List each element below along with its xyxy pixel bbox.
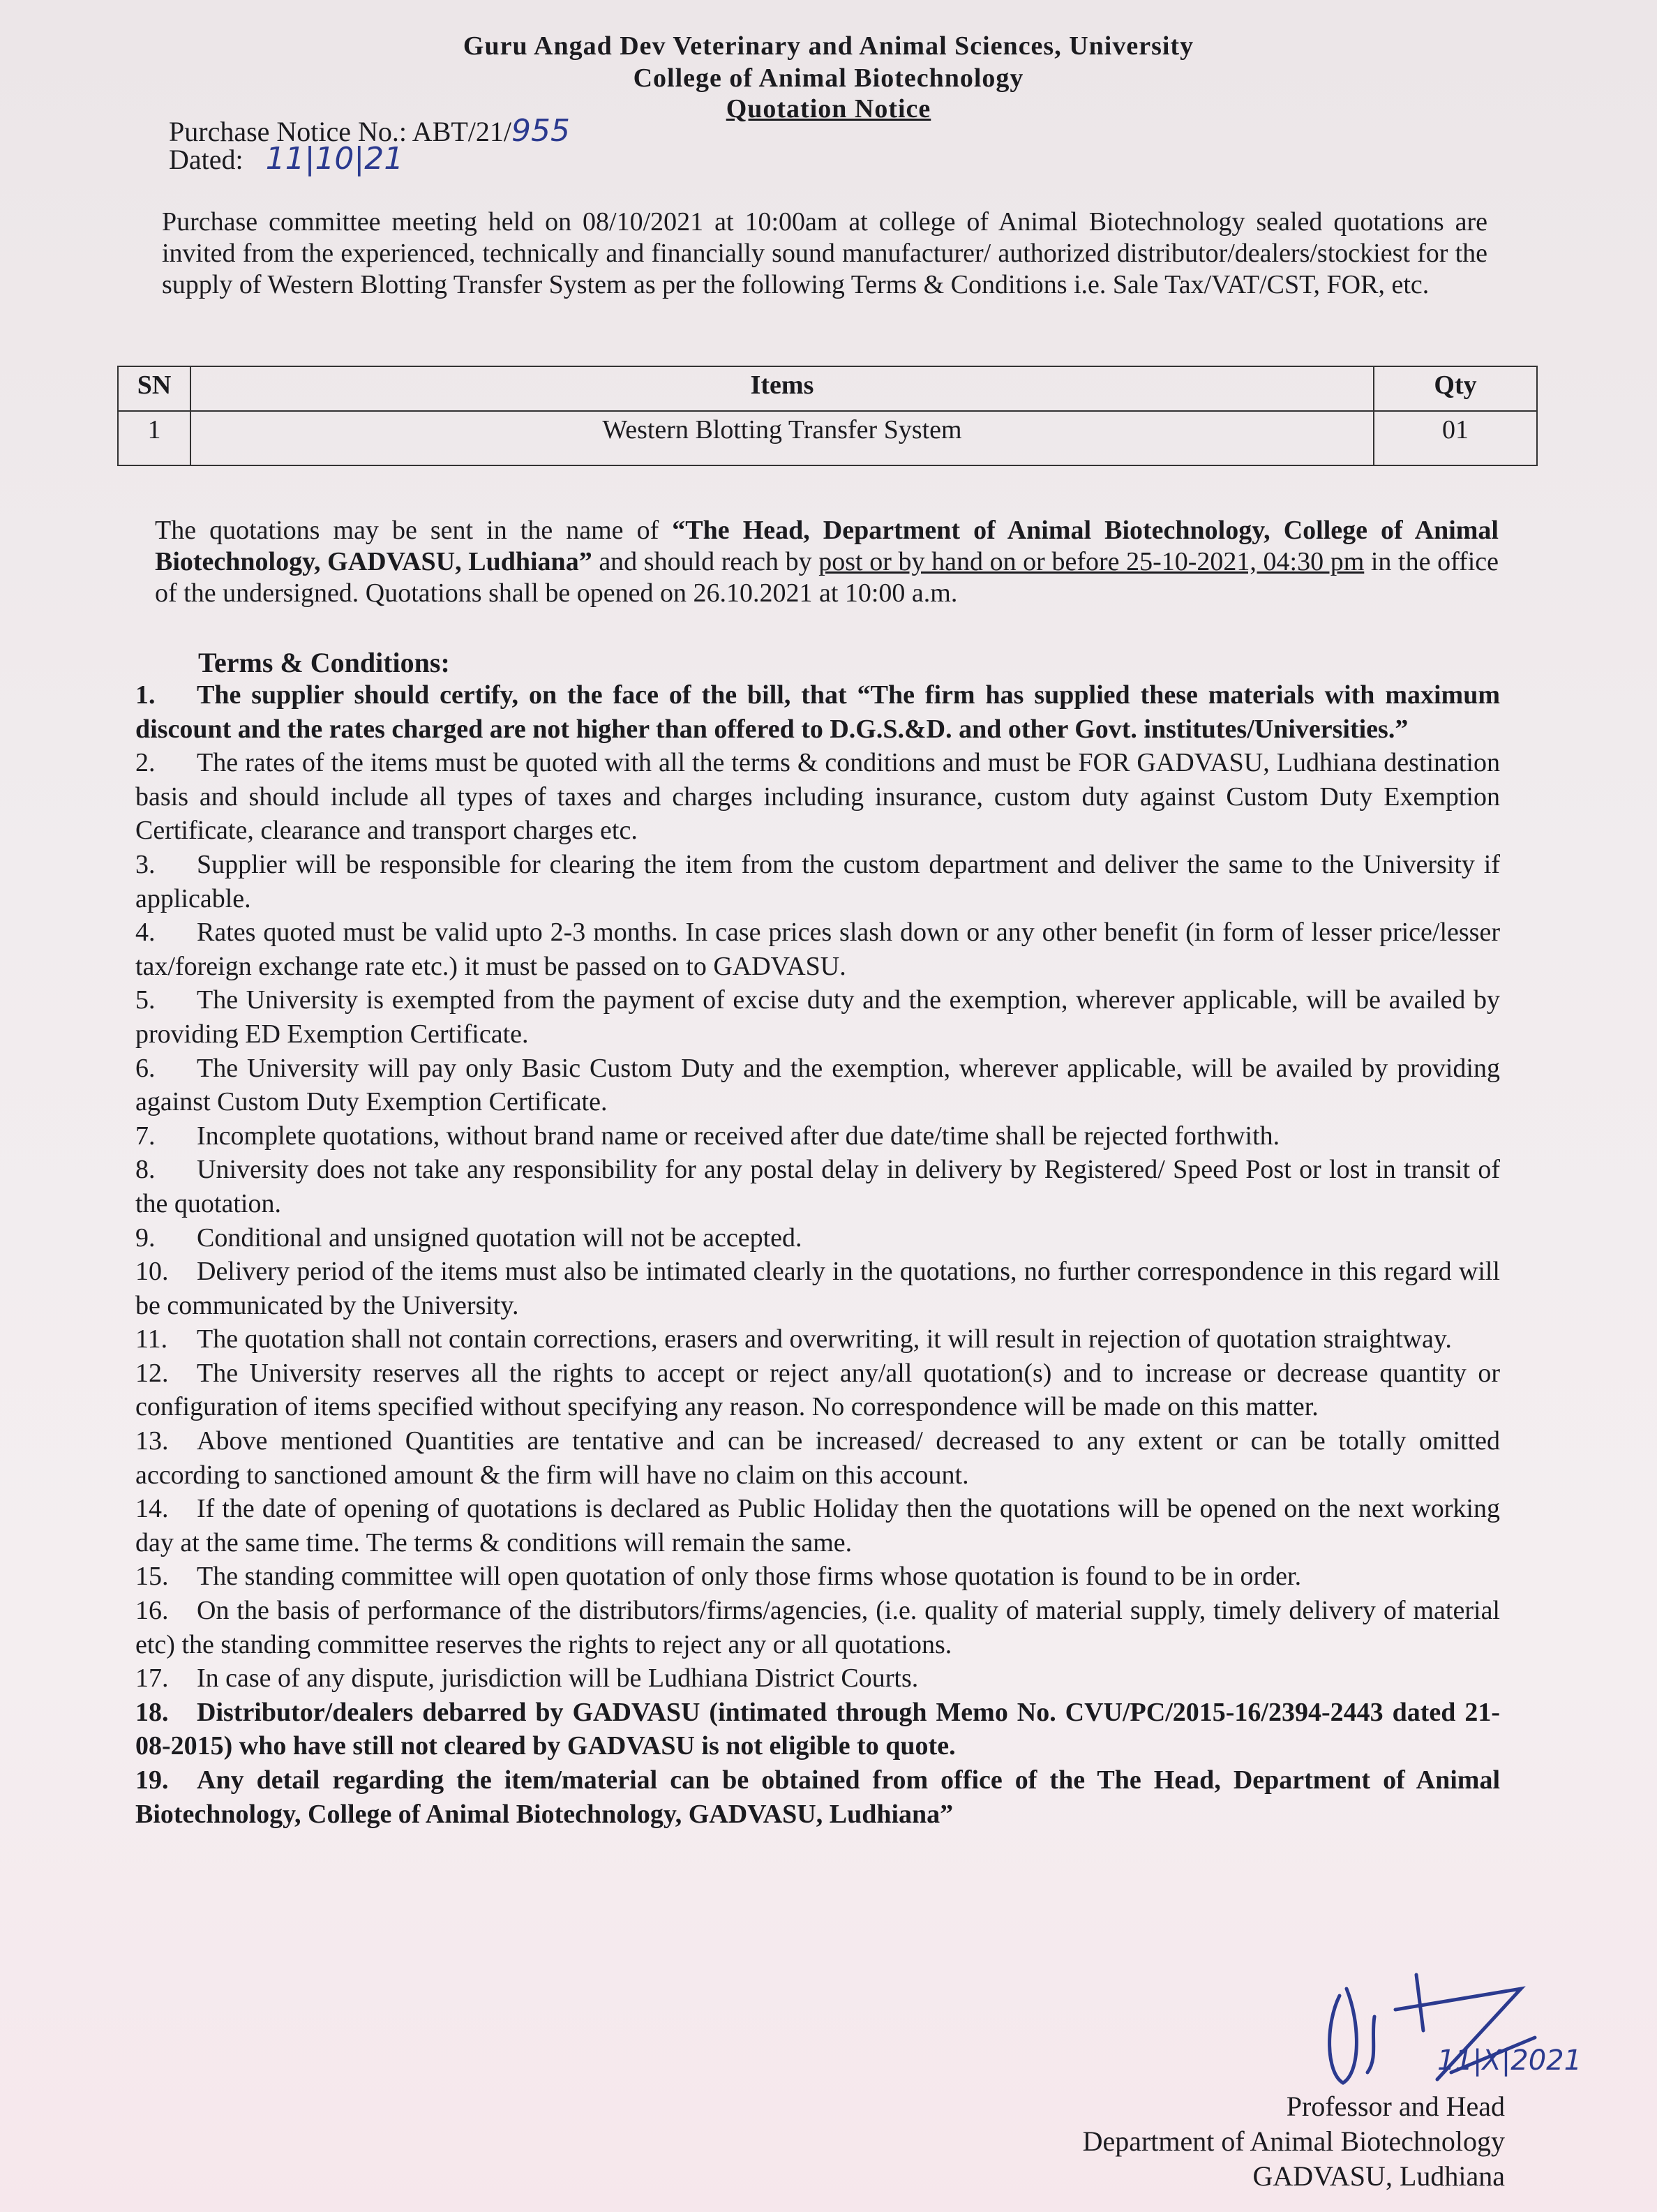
- items-table: [117, 366, 1538, 466]
- table-header-row: [118, 366, 1537, 411]
- term-item: [135, 1661, 1500, 1696]
- term-number: 7.: [135, 1121, 156, 1151]
- term-number: 3.: [135, 849, 156, 879]
- signatory-institution: GADVASU, Ludhiana: [1252, 2160, 1505, 2192]
- terms-list: [135, 678, 1500, 1831]
- term-text: Any detail regarding the item/material can be obtained from office of the The Head, Department of Animal Biotechnology, College of Animal Biotechnology, GADVASU, Ludhiana”: [135, 1765, 1500, 1829]
- term-number: 17.: [135, 1664, 169, 1694]
- term-number: 6.: [135, 1053, 156, 1083]
- term-number: 14.: [135, 1494, 169, 1524]
- send-text-1: The quotations may be sent in the name of: [155, 516, 673, 545]
- college-name: College of Animal Biotechnology: [633, 63, 1024, 93]
- term-text: Supplier will be responsible for clearing the item from the custom department and deliver the same to the University if applicable.: [135, 849, 1500, 913]
- term-item: [135, 1357, 1500, 1424]
- header-sn: SN: [118, 366, 190, 411]
- term-text: The supplier should certify, on the face of the bill, that “The firm has supplied these materials with maximum discount and the rates charged are not higher than offered to D.G.S.&D. and other Govt. institutes/Universities.”: [135, 680, 1500, 744]
- notice-number-handwritten: 955: [511, 113, 571, 149]
- term-item: [135, 1763, 1500, 1831]
- term-number: 13.: [135, 1426, 169, 1456]
- term-number: 8.: [135, 1155, 156, 1185]
- term-text: If the date of opening of quotations is declared as Public Holiday then the quotations will be opened on the next working day at the same time. The terms & conditions will remain the same.: [135, 1494, 1500, 1557]
- cell-item: Western Blotting Transfer System: [190, 411, 1374, 465]
- term-text: The University will pay only Basic Custom Duty and the exemption, wherever applicable, will be availed by providing against Custom Duty Exemption Certificate.: [135, 1053, 1500, 1117]
- term-item: [135, 1221, 1500, 1255]
- term-text: The rates of the items must be quoted with all the terms & conditions and must be FOR GADVASU, Ludhiana destination basis and should include all types of taxes and charges including insurance, custom duty against Custom Duty Exemption Certificate, clearance and transport charges etc.: [135, 748, 1500, 846]
- header-qty: Qty: [1374, 366, 1537, 411]
- term-text: Above mentioned Quantities are tentative and can be increased/ decreased to any extent or can be totally omitted according to sanctioned amount & the firm will have no claim on this account.: [135, 1426, 1500, 1490]
- term-number: 5.: [135, 985, 156, 1015]
- term-number: 10.: [135, 1257, 169, 1287]
- term-text: Incomplete quotations, without brand name or received after due date/time shall be rejected forthwith.: [197, 1121, 1280, 1151]
- term-text: Conditional and unsigned quotation will not be accepted.: [197, 1223, 802, 1253]
- signatory-department: Department of Animal Biotechnology: [1082, 2125, 1505, 2157]
- dated-handwritten: 11|10|21: [265, 141, 404, 177]
- term-item: [135, 1424, 1500, 1492]
- term-text: In case of any dispute, jurisdiction will be Ludhiana District Courts.: [197, 1664, 919, 1694]
- terms-heading: Terms & Conditions:: [198, 647, 450, 678]
- document-title: Quotation Notice: [726, 94, 931, 124]
- signatory-block: [1083, 2089, 1505, 2194]
- term-item: [135, 1119, 1500, 1153]
- term-number: 16.: [135, 1596, 169, 1626]
- term-number: 2.: [135, 748, 156, 778]
- cell-sn: 1: [118, 411, 190, 465]
- university-name: Guru Angad Dev Veterinary and Animal Sciences, University: [463, 31, 1194, 61]
- term-item: [135, 983, 1500, 1051]
- term-text: University does not take any responsibility for any postal delay in delivery by Registered/ Speed Post or lost in transit of the quotation.: [135, 1155, 1500, 1218]
- term-text: The University reserves all the rights to accept or reject any/all quotation(s) and to increase or decrease quantity or configuration of items specified without specifying any reason. No correspondence will be made on this matter.: [135, 1358, 1500, 1422]
- intro-paragraph: Purchase committee meeting held on 08/10/2021 at 10:00am at college of Animal Biotechnology sealed quotations are invited from the experienced, technically and financially sound manufacturer/ authorized distributor/dealers/stockiest for the supply of Western Blotting Transfer System as per the following Terms & Conditions i.e. Sale Tax/VAT/CST, FOR, etc.: [162, 207, 1487, 299]
- term-text: The University is exempted from the payment of excise duty and the exemption, wherever applicable, will be availed by providing ED Exemption Certificate.: [135, 985, 1500, 1049]
- notice-date: [169, 141, 403, 177]
- term-number: 1.: [135, 680, 156, 710]
- term-text: On the basis of performance of the distributors/firms/agencies, (i.e. quality of material supply, timely delivery of material etc) the standing committee reserves the rights to reject any or all quotations.: [135, 1596, 1500, 1659]
- notice-number-label: Purchase Notice No.: ABT/21/: [169, 116, 512, 147]
- term-item: [135, 848, 1500, 916]
- term-number: 11.: [135, 1324, 168, 1354]
- send-text-3: in the office of the undersigned. Quotations shall be opened on 26.10.2021 at 10:00 a.m.: [155, 547, 1499, 608]
- term-item: [135, 916, 1500, 983]
- term-text: Delivery period of the items must also be intimated clearly in the quotations, no further correspondence in this regard will be communicated by the University.: [135, 1257, 1500, 1320]
- header-items: Items: [190, 366, 1374, 411]
- term-number: 4.: [135, 918, 156, 948]
- term-number: 19.: [135, 1765, 169, 1795]
- term-item: [135, 1696, 1500, 1763]
- term-item: [135, 678, 1500, 746]
- term-item: [135, 1255, 1500, 1322]
- term-item: [135, 1492, 1500, 1560]
- signatory-title: Professor and Head: [1286, 2091, 1505, 2122]
- submission-paragraph: [155, 515, 1499, 609]
- send-text-2: and should reach by: [592, 547, 819, 576]
- term-item: [135, 1322, 1500, 1357]
- table-row: [118, 411, 1537, 465]
- signature-date-handwritten: 11|X|2021: [1437, 2045, 1582, 2077]
- send-addressee: “The Head, Department of Animal Biotechnology, College of Animal Biotechnology, GADVASU, Ludhiana”: [155, 516, 1499, 576]
- send-deadline: post or by hand on or before 25-10-2021, 04:30 pm: [818, 547, 1365, 576]
- term-item: [135, 746, 1500, 848]
- dated-label: Dated:: [169, 144, 243, 175]
- term-text: Rates quoted must be valid upto 2-3 months. In case prices slash down or any other benefit (in form of lesser price/lesser tax/foreign exchange rate etc.) it must be passed on to GADVASU.: [135, 918, 1500, 981]
- term-item: [135, 1052, 1500, 1119]
- cell-qty: 01: [1374, 411, 1537, 465]
- term-number: 9.: [135, 1223, 156, 1253]
- term-text: Distributor/dealers debarred by GADVASU (intimated through Memo No. CVU/PC/2015-16/2394-2443 dated 21-08-2015) who have still not cleared by GADVASU is not eligible to quote.: [135, 1697, 1500, 1761]
- term-item: [135, 1594, 1500, 1661]
- term-number: 18.: [135, 1697, 169, 1727]
- term-item: [135, 1153, 1500, 1220]
- term-text: The quotation shall not contain corrections, erasers and overwriting, it will result in rejection of quotation straightway.: [197, 1324, 1452, 1354]
- term-item: [135, 1560, 1500, 1594]
- term-number: 12.: [135, 1358, 169, 1388]
- term-text: The standing committee will open quotation of only those firms whose quotation is found to be in order.: [197, 1562, 1302, 1592]
- term-number: 15.: [135, 1562, 169, 1592]
